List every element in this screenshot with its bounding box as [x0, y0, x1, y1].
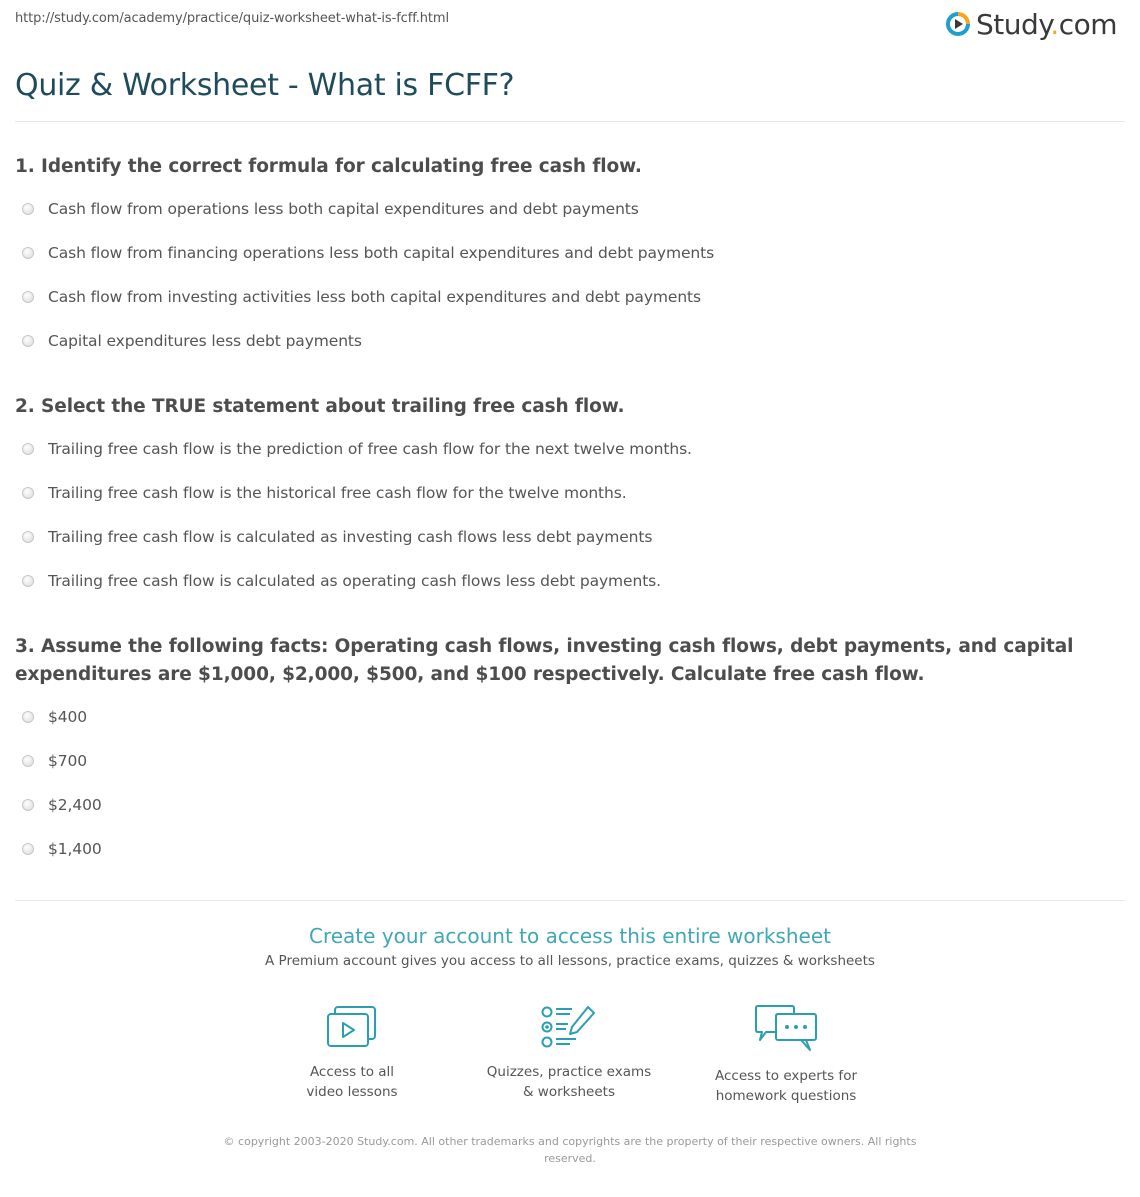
premium-description: A Premium account gives you access to all lessons, practice exams, quizzes & worksheets — [265, 953, 875, 969]
play-logo-icon — [945, 11, 971, 37]
feature-label — [252, 1062, 452, 1102]
q1-option-1[interactable] — [22, 200, 639, 218]
q3-option-3[interactable] — [22, 796, 102, 814]
q3-option-4[interactable] — [22, 840, 102, 858]
option-label: Cash flow from investing activities less both capital expenditures and debt payments — [48, 288, 702, 306]
option-label: $400 — [48, 708, 88, 726]
quiz-checklist-icon — [540, 1004, 598, 1050]
feature-label-line: & worksheets — [522, 1084, 615, 1100]
feature-label-line: Quizzes, practice exams — [486, 1064, 652, 1080]
divider — [15, 121, 1125, 122]
study-com-logo[interactable] — [945, 8, 1117, 40]
radio-button[interactable] — [22, 799, 34, 811]
option-label: Cash flow from financing operations less both capital expenditures and debt payments — [48, 244, 715, 262]
q2-option-2[interactable] — [22, 484, 627, 502]
feature-label-line: Access to all — [309, 1064, 395, 1080]
chat-bubbles-icon — [754, 1004, 818, 1054]
option-label: Trailing free cash flow is calculated as investing cash flows less debt payments — [48, 528, 653, 546]
q1-option-3[interactable] — [22, 288, 701, 306]
option-label: Cash flow from operations less both capital expenditures and debt payments — [48, 200, 639, 218]
logo-wordmark: Study.com — [976, 7, 1118, 41]
feature-label — [686, 1066, 886, 1106]
copyright-footer: © copyright 2003-2020 Study.com. All other trademarks and copyrights are the property of their respective owners. All rights reserved. — [223, 1135, 917, 1165]
create-account-link[interactable]: Create your account to access this entire worksheet — [309, 924, 831, 948]
question-1: 1. Identify the correct formula for calculating free cash flow. — [15, 156, 642, 177]
radio-button[interactable] — [22, 755, 34, 767]
radio-button[interactable] — [22, 487, 34, 499]
radio-button[interactable] — [22, 531, 34, 543]
page-title: Quiz & Worksheet - What is FCFF? — [15, 68, 515, 103]
question-3: 3. Assume the following facts: Operating cash flows, investing cash flows, debt payments, and capital expenditures are $1,000, $2,000, $500, and $100 respectively. Calculate free cash flow. — [15, 636, 1074, 685]
feature-label-line: Access to experts for — [714, 1068, 857, 1084]
q1-option-4[interactable] — [22, 332, 362, 350]
radio-button[interactable] — [22, 843, 34, 855]
feature-video-lessons — [252, 1004, 452, 1102]
option-label: $700 — [48, 752, 88, 770]
feature-experts — [686, 1004, 886, 1106]
divider — [15, 900, 1125, 901]
q3-option-2[interactable] — [22, 752, 87, 770]
q2-option-4[interactable] — [22, 572, 661, 590]
feature-quizzes — [469, 1004, 669, 1102]
option-label: Trailing free cash flow is the historical free cash flow for the twelve months. — [48, 484, 627, 502]
feature-label-line: video lessons — [306, 1084, 398, 1100]
q1-option-2[interactable] — [22, 244, 714, 262]
option-label: $1,400 — [48, 840, 102, 858]
radio-button[interactable] — [22, 711, 34, 723]
q2-option-1[interactable] — [22, 440, 692, 458]
option-label: Trailing free cash flow is the prediction of free cash flow for the next twelve months. — [48, 440, 692, 458]
option-label: Trailing free cash flow is calculated as operating cash flows less debt payments. — [48, 572, 661, 590]
page-url: http://study.com/academy/practice/quiz-worksheet-what-is-fcff.html — [15, 11, 449, 26]
radio-button[interactable] — [22, 247, 34, 259]
radio-button[interactable] — [22, 291, 34, 303]
option-label: $2,400 — [48, 796, 102, 814]
radio-button[interactable] — [22, 443, 34, 455]
radio-button[interactable] — [22, 335, 34, 347]
feature-label — [469, 1062, 669, 1102]
radio-button[interactable] — [22, 203, 34, 215]
question-2: 2. Select the TRUE statement about trailing free cash flow. — [15, 396, 625, 417]
feature-label-line: homework questions — [715, 1088, 857, 1104]
option-label: Capital expenditures less debt payments — [48, 332, 362, 350]
q2-option-3[interactable] — [22, 528, 652, 546]
q3-option-1[interactable] — [22, 708, 87, 726]
radio-button[interactable] — [22, 575, 34, 587]
video-lessons-icon — [325, 1004, 379, 1050]
